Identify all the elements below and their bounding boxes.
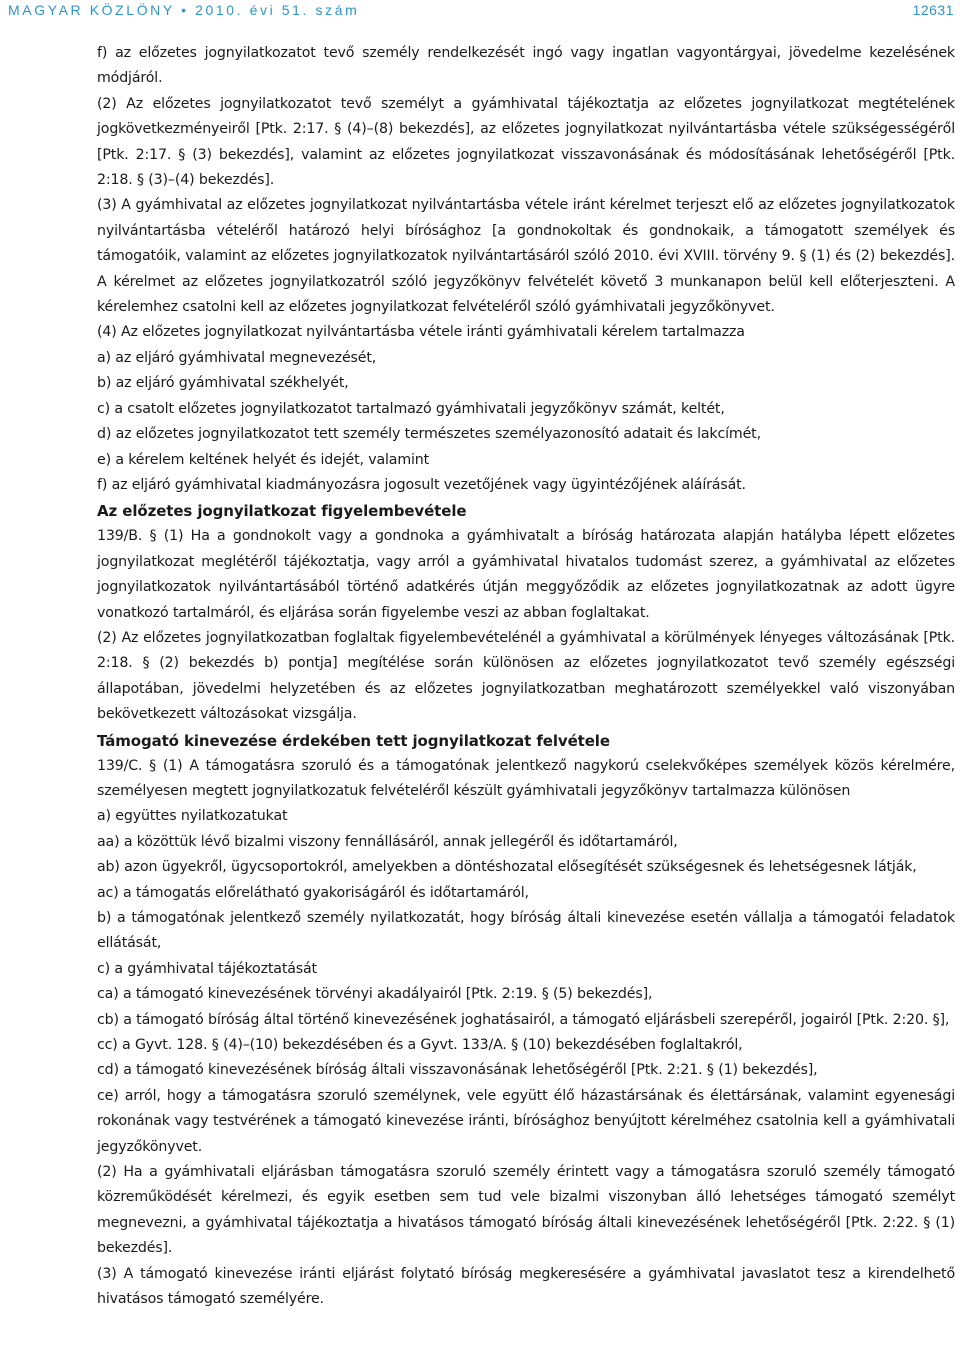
list-item: cb) a támogató bíróság által történő kinevezésének joghatásairól, a támogató eljárásbeli szerepéről, jogairól [Ptk. 2:20. §],	[97, 1011, 950, 1028]
list-item: d) az előzetes jognyilatkozatot tett személy természetes személyazonosító adatait és lakcímét,	[97, 426, 761, 443]
list-item: cd) a támogató kinevezésének bíróság általi visszavonásának lehetőségéről [Ptk. 2:21. § (1) bekezdés],	[97, 1062, 818, 1079]
list-item: b) az eljáró gyámhivatal székhelyét,	[97, 375, 349, 392]
journal-issue	[8, 2, 359, 18]
issue-label: • 2010. évi 51. szám	[181, 2, 360, 18]
paragraph: (3) A gyámhivatal az előzetes jognyilatkozat nyilvántartásba vétele iránt kérelmet terjeszt elő az előzetes jognyilatkozatok nyilvántartásba vételéről határozó helyi bírósághoz [a gondnokoltak és gondnokaik, a támogatott személyek és támogatóik, valamint az előzetes jognyilatkozatok nyilvántartásáról szóló 2010. évi XVIII. törvény 9. § (1) és (2) bekezdés]. A kérelmet az előzetes jognyilatkozatról szóló jegyzőkönyv felvételét követő 3 munkanapon belül kell előterjeszteni. A kérelemhez csatolni kell az előzetes jognyilatkozat felvételéről szóló gyámhivatali jegyzőkönyvet.	[97, 197, 955, 316]
paragraph: f) az előzetes jognyilatkozatot tevő személy rendelkezését ingó vagy ingatlan vagyontárgyai, jövedelme kezelésének módjáról.	[97, 45, 955, 87]
paragraph: (2) Az előzetes jognyilatkozatban foglaltak figyelembevételénél a gyámhivatal a körülmények lényeges változásának [Ptk. 2:18. § (2) bekezdés b) pontja] megítélése során különösen az előzetes jognyilatkozatot tevő személy egészségi állapotában, jövedelmi helyzetében és az előzetes jognyilatkozatban meghatározott személyekkel való viszonyában bekövetkezett változásokat vizsgálja.	[97, 629, 955, 723]
list-item: a) az eljáró gyámhivatal megnevezését,	[97, 349, 377, 366]
list-item: b) a támogatónak jelentkező személy nyilatkozatát, hogy bíróság általi kinevezése esetén vállalja a támogatói feladatok ellátását,	[97, 910, 955, 952]
list-item: c) a csatolt előzetes jognyilatkozatot tartalmazó gyámhivatali jegyzőkönyv számát, keltét,	[97, 400, 725, 417]
list-item: f) az eljáró gyámhivatal kiadmányozásra jogosult vezetőjének vagy ügyintézőjének aláírását.	[97, 476, 746, 493]
paragraph: (2) Az előzetes jognyilatkozatot tevő személyt a gyámhivatal tájékoztatja az előzetes jognyilatkozat megtételének jogkövetkezményeiről [Ptk. 2:17. § (4)–(8) bekezdés], az előzetes jognyilatkozat nyilvántartásba vétele szükségességéről [Ptk. 2:17. § (3) bekezdés], valamint az előzetes jognyilatkozat visszavonásának és módosításának lehetőségéről [Ptk. 2:18. § (3)–(4) bekezdés].	[97, 95, 955, 189]
paragraph: 139/B. § (1) Ha a gondnokolt vagy a gondnoka a gyámhivatalt a bíróság határozata alapján hatályba lépett előzetes jognyilatkozat meglétéről tájékoztatja, vagy arról a gyámhivatal hivatalos tudomást szerez, a gyámhivatal az előzetes jognyilatkozatok nyilvántartásából történő adatkérés útján meggyőződik az előzetes jognyilatkozatnak az adott ügyre vonatkozó tartalmáról, és eljárása során figyelembe veszi az abban foglaltakat.	[97, 528, 955, 621]
list-item: ab) azon ügyekről, ügycsoportokról, amelyekben a döntéshozatal elősegítését szükségesnek és lehetségesnek látják,	[97, 859, 917, 876]
paragraph: (3) A támogató kinevezése iránti eljárást folytató bíróság megkeresésére a gyámhivatal javaslatot tesz a kirendelhető hivatásos támogató személyére.	[97, 1265, 955, 1308]
list-item: aa) a közöttük lévő bizalmi viszony fennállásáról, annak jellegéről és időtartamáról,	[97, 833, 678, 850]
list-item: a) együttes nyilatkozatukat	[97, 808, 288, 825]
paragraph: (2) Ha a gyámhivatali eljárásban támogatásra szoruló személy érintett vagy a támogatásra szoruló személy támogató közreműködését kérelmezi, és egyik esetben sem tud vele bizalmi viszonyban álló lehetséges támogató személyt megnevezni, a gyámhivatal tájékoztatja a hivatásos támogató bíróság általi kinevezésének lehetőségéről [Ptk. 2:22. § (1) bekezdés].	[97, 1164, 955, 1257]
section-heading: Támogató kinevezése érdekében tett jognyilatkozat felvétele	[97, 731, 610, 750]
page-number: 12631	[912, 2, 954, 18]
paragraph: 139/C. § (1) A támogatásra szoruló és a támogatónak jelentkező nagykorú cselekvőképes személyek közös kérelmére, személyesen megtett jognyilatkozatuk felvételéről készült gyámhivatali jegyzőkönyv tartalmazza különösen	[97, 757, 955, 799]
list-item: ca) a támogató kinevezésének törvényi akadályairól [Ptk. 2:19. § (5) bekezdés],	[97, 986, 653, 1003]
paragraph: (4) Az előzetes jognyilatkozat nyilvántartásba vétele iránti gyámhivatali kérelem tartalmazza	[97, 324, 745, 341]
document-body	[97, 41, 955, 1313]
list-item: ce) arról, hogy a támogatásra szoruló személynek, vele együtt élő házastársának és élettársának, valamint egyenesági rokonának vagy testvérének a támogató kinevezése iránti, bírósághoz benyújtott kérelméhez csatolnia kell a gyámhivatali jegyzőkönyvet.	[97, 1087, 955, 1155]
list-item: e) a kérelem keltének helyét és idejét, valamint	[97, 451, 430, 468]
journal-title: MAGYAR KÖZLÖNY	[8, 2, 175, 18]
list-item: ac) a támogatás előrelátható gyakoriságáról és időtartamáról,	[97, 884, 529, 901]
list-item: c) a gyámhivatal tájékoztatását	[97, 960, 317, 977]
section-heading: Az előzetes jognyilatkozat figyelembevétele	[97, 502, 467, 521]
list-item: cc) a Gyvt. 128. § (4)–(10) bekezdésében és a Gyvt. 133/A. § (10) bekezdésében foglaltakról,	[97, 1037, 743, 1054]
page-header	[8, 0, 954, 20]
